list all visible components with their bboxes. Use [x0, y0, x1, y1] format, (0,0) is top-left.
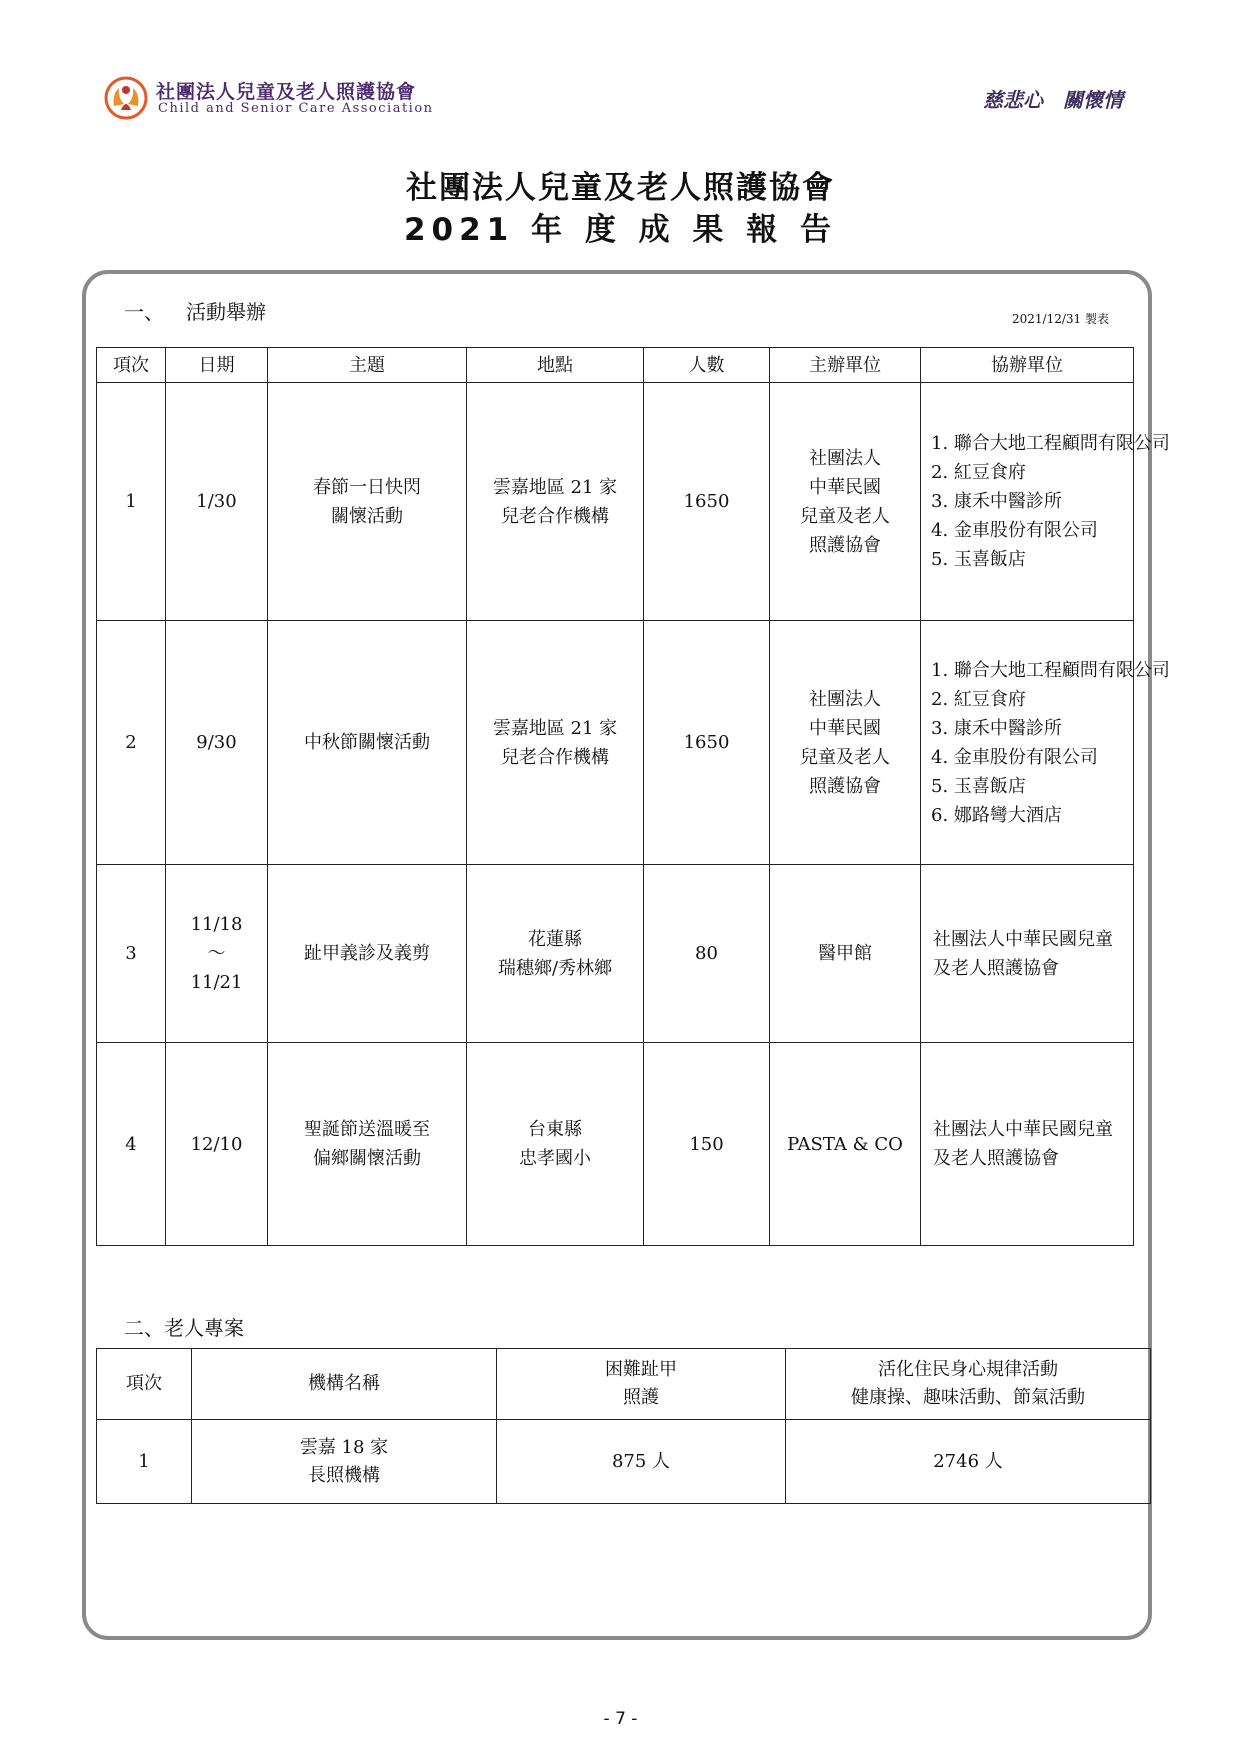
text-line: 中秋節關懷活動 — [304, 732, 430, 753]
activity-table-header-row — [97, 348, 1134, 383]
row-institution-name — [192, 1420, 497, 1504]
section1-heading — [124, 296, 266, 325]
section2-heading: 二、老人專案 — [124, 1316, 244, 1340]
slogan — [983, 84, 1123, 113]
row-topic — [268, 383, 467, 621]
row-co-organizers — [921, 865, 1134, 1043]
co-organizer-item: 1. 聯合大地工程顧問有限公司 — [931, 659, 1170, 681]
slogan-part-2: 關懷情 — [1063, 88, 1123, 112]
text-line: ～ — [207, 943, 226, 964]
text-line: 關懷活動 — [331, 505, 403, 527]
column-header: 項次 — [97, 1349, 192, 1420]
elderly-project-table — [96, 1348, 1151, 1504]
column-header: 項次 — [97, 348, 166, 383]
row-host — [770, 1043, 921, 1246]
text-line: 偏鄉關懷活動 — [313, 1148, 421, 1169]
row-count: 1650 — [644, 383, 770, 621]
table-row — [97, 383, 1134, 621]
column-header: 人數 — [644, 348, 770, 383]
column-header: 主辦單位 — [770, 348, 921, 383]
column-header: 機構名稱 — [192, 1349, 497, 1420]
report-title-line-1: 社團法人兒童及老人照護協會 — [406, 170, 835, 206]
row-place — [467, 621, 644, 865]
text-line: 花蓮縣 — [528, 928, 582, 950]
co-organizer-item: 5. 玉喜飯店 — [931, 775, 1026, 797]
row-host — [770, 865, 921, 1043]
section1-heading-number: 一、 — [124, 300, 164, 324]
co-organizer-text: 社團法人中華民國兒童及老人照護協會 — [933, 1119, 1113, 1169]
text-line: 瑞穗鄉/秀林鄉 — [497, 957, 613, 979]
table-row — [97, 1420, 1151, 1504]
text-line: 照護 — [623, 1387, 659, 1408]
co-organizer-item: 6. 娜路彎大酒店 — [931, 804, 1062, 826]
row-count: 80 — [644, 865, 770, 1043]
co-organizer-item: 2. 紅豆食府 — [931, 462, 1026, 483]
row-count: 150 — [644, 1043, 770, 1246]
row-place — [467, 1043, 644, 1246]
column-header: 主題 — [268, 348, 467, 383]
association-logo-icon — [104, 76, 148, 120]
co-organizer-text: 社團法人中華民國兒童及老人照護協會 — [933, 928, 1113, 979]
text-line: 趾甲義診及義剪 — [304, 943, 430, 964]
text-line: 兒老合作機構 — [501, 746, 609, 768]
page-number: - 7 - — [603, 1709, 638, 1729]
org-name-zh: 社團法人兒童及老人照護協會 — [156, 81, 417, 103]
text-line: 醫甲館 — [818, 943, 872, 964]
row-host — [770, 621, 921, 865]
text-line: 中華民國 — [809, 717, 881, 739]
section1-heading-text: 活動舉辦 — [186, 300, 266, 324]
text-line: 兒老合作機構 — [501, 505, 609, 527]
text-line: 11/21 — [190, 972, 243, 993]
row-topic — [268, 865, 467, 1043]
activity-table — [96, 347, 1170, 1246]
row-topic — [268, 621, 467, 865]
co-organizer-item: 4. 金車股份有限公司 — [931, 520, 1098, 541]
text-line: 照護協會 — [809, 775, 881, 797]
text-line: 困難趾甲 — [605, 1359, 677, 1380]
text-line: 健康操、趣味活動、節氣活動 — [851, 1387, 1085, 1408]
row-date: 9/30 — [166, 621, 268, 865]
row-count: 1650 — [644, 621, 770, 865]
text-line: 忠孝國小 — [519, 1148, 591, 1169]
text-line: 中華民國 — [809, 476, 881, 498]
text-line: 社團法人 — [809, 688, 881, 710]
table-row — [97, 865, 1134, 1043]
text-line: 兒童及老人 — [800, 505, 890, 527]
elderly-table-header-row — [97, 1349, 1151, 1420]
text-line: 雲嘉地區 21 家 — [492, 717, 618, 739]
row-topic — [268, 1043, 467, 1246]
row-activity-count: 2746 人 — [786, 1420, 1151, 1504]
text-line: 長照機構 — [308, 1464, 380, 1486]
text-line: 照護協會 — [809, 534, 881, 556]
co-organizer-item: 1. 聯合大地工程顧問有限公司 — [931, 433, 1170, 454]
row-nail-care-count: 875 人 — [497, 1420, 786, 1504]
row-place — [467, 865, 644, 1043]
row-co-organizers — [921, 621, 1170, 865]
co-organizer-item: 3. 康禾中醫診所 — [931, 491, 1062, 512]
text-line: 兒童及老人 — [800, 746, 890, 768]
column-header — [497, 1349, 786, 1420]
row-date: 12/10 — [166, 1043, 268, 1246]
made-date: 2021/12/31 製表 — [1012, 312, 1109, 326]
row-place — [467, 383, 644, 621]
co-organizer-item: 2. 紅豆食府 — [931, 688, 1026, 710]
row-number: 4 — [97, 1043, 166, 1246]
table-row — [97, 621, 1134, 865]
row-date: 1/30 — [166, 383, 268, 621]
row-number: 1 — [97, 383, 166, 621]
row-number: 1 — [97, 1420, 192, 1504]
text-line: 雲嘉地區 21 家 — [492, 476, 618, 498]
text-line: 社團法人 — [809, 447, 881, 469]
text-line: 春節一日快閃 — [313, 476, 421, 498]
text-line: PASTA & CO — [787, 1133, 903, 1155]
co-organizer-item: 3. 康禾中醫診所 — [931, 717, 1062, 739]
column-header: 日期 — [166, 348, 268, 383]
row-number: 2 — [97, 621, 166, 865]
column-header: 協辦單位 — [921, 348, 1134, 383]
report-title-line-2: 2021 年 度 成 果 報 告 — [403, 212, 838, 248]
row-co-organizers — [921, 1043, 1134, 1246]
text-line: 活化住民身心規律活動 — [878, 1359, 1058, 1380]
text-line: 11/18 — [190, 914, 243, 935]
text-line: 聖誕節送溫暖至 — [304, 1119, 430, 1140]
row-date — [166, 865, 268, 1043]
column-header: 地點 — [467, 348, 644, 383]
row-co-organizers — [921, 383, 1170, 621]
row-number: 3 — [97, 865, 166, 1043]
co-organizer-item: 4. 金車股份有限公司 — [931, 746, 1098, 768]
table-row — [97, 1043, 1134, 1246]
header-logo — [104, 76, 524, 120]
row-host — [770, 383, 921, 621]
slogan-part-1: 慈悲心 — [983, 88, 1043, 112]
text-line: 雲嘉 18 家 — [299, 1436, 389, 1458]
text-line: 台東縣 — [528, 1119, 582, 1140]
org-name-en: Child and Senior Care Association — [158, 101, 434, 116]
column-header — [786, 1349, 1151, 1420]
co-organizer-item: 5. 玉喜飯店 — [931, 549, 1026, 570]
